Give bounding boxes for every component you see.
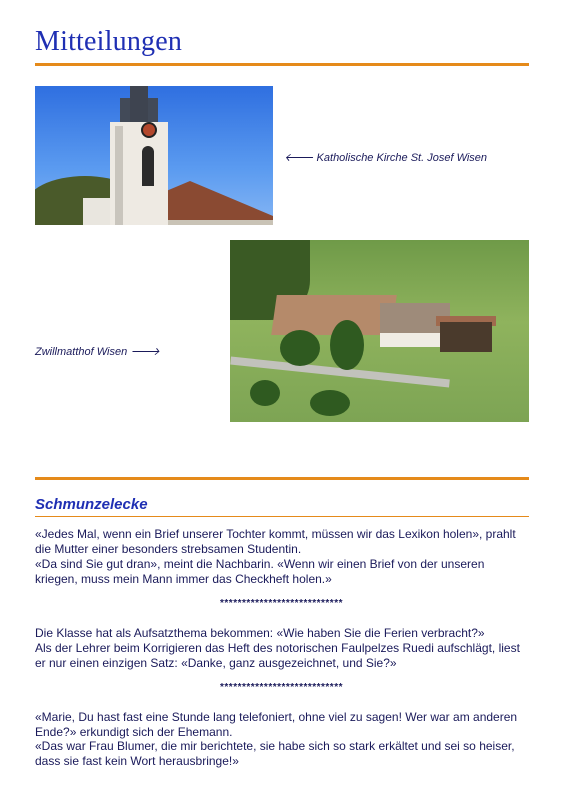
- heading-underline: [35, 516, 529, 517]
- joke-3-part-2: «Das war Frau Blumer, die mir berichtete, sie habe sich so stark erkältet und sei so heiser, dass sie fast kein Wort herausbringe!»: [35, 739, 515, 768]
- church-caption: 🡐 Katholische Kirche St. Josef Wisen: [284, 152, 488, 164]
- page-title: Mitteilungen: [35, 26, 183, 57]
- title-divider: [35, 63, 529, 66]
- separator: ****************************: [220, 682, 343, 693]
- joke-3-part-1: «Marie, Du hast fast eine Stunde lang telefoniert, ohne viel zu sagen! Wer war am anderen Ende?» erkundigt sich der Ehemann.: [35, 710, 518, 739]
- joke-1-part-2: «Da sind Sie gut dran», meint die Nachbarin. «Wenn wir einen Brief von der unseren kriegen, muss mein Mann immer das Checkheft holen.»: [35, 557, 485, 586]
- joke-2-part-2: Als der Lehrer beim Korrigieren das Heft des notorischen Faulpelzes Ruedi aufschlägt, liest er nur einen einzigen Satz: «Danke, ganz ausgezeichnet, und Sie?»: [35, 641, 520, 670]
- farm-caption: Zwillmatthof Wisen 🡒: [35, 346, 160, 358]
- separator: ****************************: [220, 598, 343, 609]
- joke-1-part-1: «Jedes Mal, wenn ein Brief unserer Tochter kommt, müssen wir das Lexikon holen», prahlt die Mutter einer besonders strebsamen Studentin.: [35, 527, 516, 556]
- section-divider: [35, 477, 529, 480]
- section-heading: Schmunzelecke: [35, 496, 148, 513]
- joke-2-part-1: Die Klasse hat als Aufsatzthema bekommen: «Wie haben Sie die Ferien verbracht?»: [35, 626, 485, 640]
- church-photo: [35, 86, 273, 225]
- farm-photo: [230, 240, 529, 422]
